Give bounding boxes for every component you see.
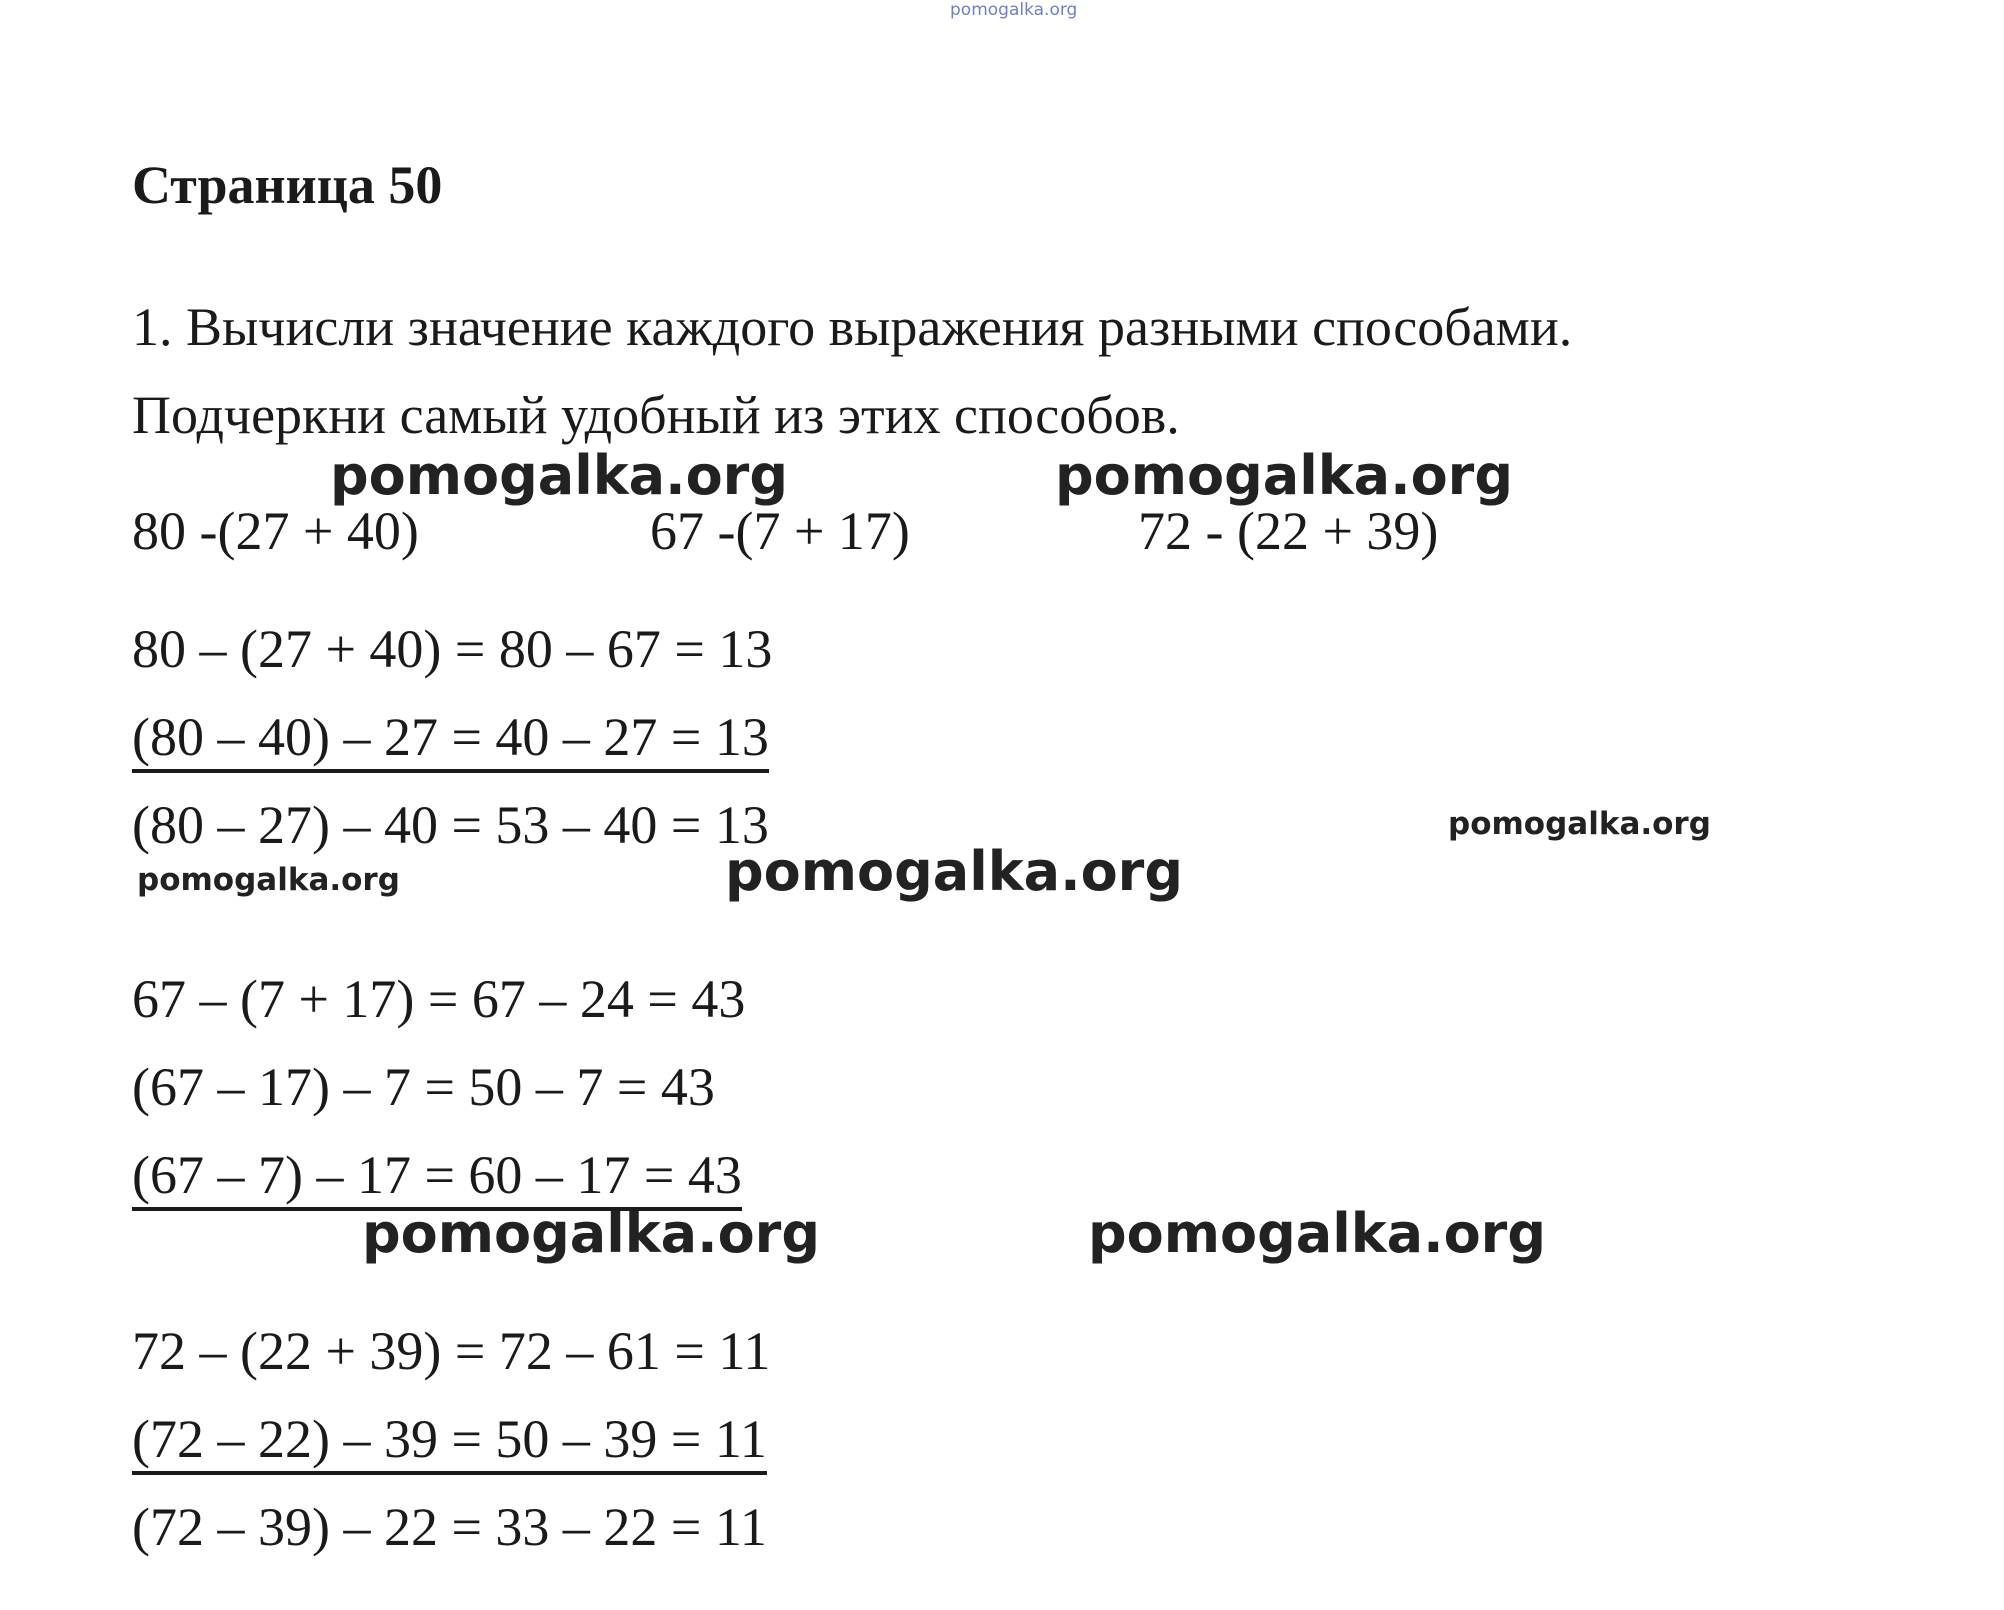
task-instruction-line-1: 1. Вычисли значение каждого выражения разными способами. — [132, 297, 1573, 357]
solution-text: 80 – (27 + 40) = 80 – 67 = 13 — [132, 619, 773, 679]
solution-text: (67 – 7) – 17 = 60 – 17 = 43 — [132, 1145, 742, 1211]
solution-text: (72 – 22) – 39 = 50 – 39 = 11 — [132, 1409, 767, 1475]
expression-3: 72 - (22 + 39) — [1138, 501, 1439, 561]
solution-line — [132, 618, 772, 680]
solution-line-underlined — [132, 1408, 767, 1470]
watermark: pomogalka.org — [1088, 1202, 1546, 1265]
solution-text: (80 – 40) – 27 = 40 – 27 = 13 — [132, 707, 769, 773]
solution-text: 67 – (7 + 17) = 67 – 24 = 43 — [132, 969, 746, 1029]
watermark: pomogalka.org — [1055, 444, 1513, 507]
watermark: pomogalka.org — [137, 862, 400, 898]
solution-line — [132, 1056, 715, 1118]
solution-line-underlined — [132, 1144, 742, 1206]
solution-text: 72 – (22 + 39) = 72 – 61 = 11 — [132, 1321, 771, 1381]
solution-line — [132, 1320, 770, 1382]
solution-line — [132, 968, 745, 1030]
watermark: pomogalka.org — [362, 1202, 820, 1265]
solution-text: (67 – 17) – 7 = 50 – 7 = 43 — [132, 1057, 715, 1117]
watermark: pomogalka.org — [725, 840, 1183, 903]
solution-text: (80 – 27) – 40 = 53 – 40 = 13 — [132, 795, 769, 855]
watermark: pomogalka.org — [1448, 806, 1711, 842]
solution-line — [132, 1496, 767, 1558]
solution-line-underlined — [132, 706, 769, 768]
expression-2: 67 -(7 + 17) — [650, 501, 910, 561]
solution-line — [132, 794, 769, 856]
expression-1: 80 -(27 + 40) — [132, 501, 419, 561]
task-instruction-line-2: Подчеркни самый удобный из этих способов. — [132, 385, 1180, 445]
solution-text: (72 – 39) – 22 = 33 – 22 = 11 — [132, 1497, 767, 1557]
watermark-top: pomogalka.org — [950, 0, 1078, 20]
page-title: Страница 50 — [132, 155, 443, 215]
watermark: pomogalka.org — [330, 444, 788, 507]
